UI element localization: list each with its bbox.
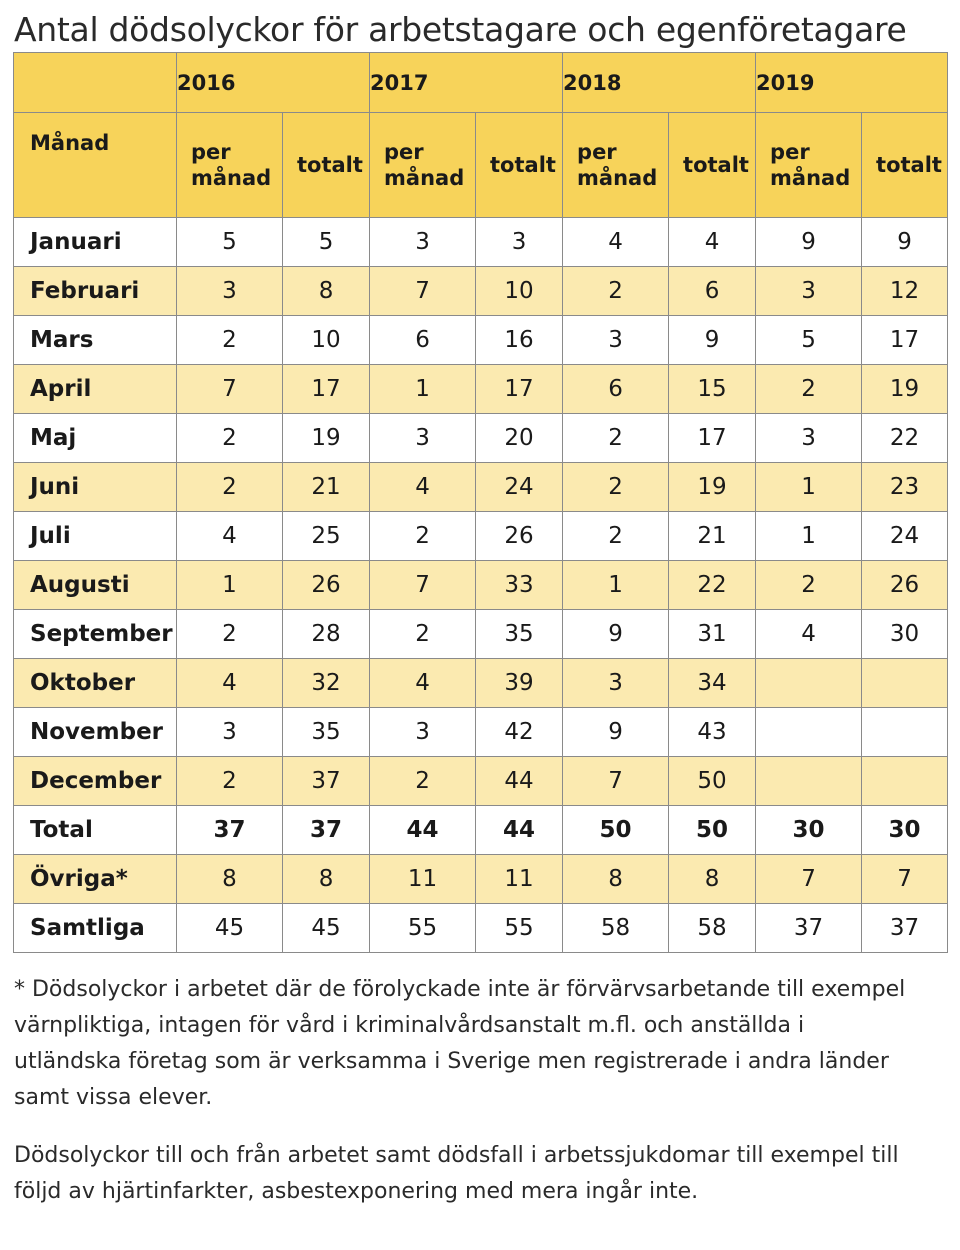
total-cell: 35 bbox=[476, 610, 563, 659]
total-cell: 24 bbox=[476, 463, 563, 512]
year-header: 2016 bbox=[177, 53, 370, 113]
total-cell: 15 bbox=[669, 365, 756, 414]
per-month-cell: 9 bbox=[756, 218, 862, 267]
per-month-header bbox=[756, 113, 862, 218]
per-month-cell: 3 bbox=[563, 316, 669, 365]
total-cell: 8 bbox=[283, 267, 370, 316]
per-month-cell: 4 bbox=[563, 218, 669, 267]
row-label: Januari bbox=[14, 218, 177, 267]
per-month-cell: 3 bbox=[756, 267, 862, 316]
total-cell: 26 bbox=[476, 512, 563, 561]
total-cell: 8 bbox=[669, 855, 756, 904]
total-cell: 45 bbox=[283, 904, 370, 953]
total-cell: 3 bbox=[476, 218, 563, 267]
total-cell: 19 bbox=[283, 414, 370, 463]
month-label: månad bbox=[191, 166, 272, 190]
total-cell: 25 bbox=[283, 512, 370, 561]
per-label: per bbox=[577, 140, 617, 164]
per-month-cell: 2 bbox=[563, 512, 669, 561]
table-row bbox=[14, 659, 948, 708]
total-cell: 39 bbox=[476, 659, 563, 708]
per-month-cell: 6 bbox=[563, 365, 669, 414]
total-cell: 10 bbox=[476, 267, 563, 316]
total-cell: 31 bbox=[669, 610, 756, 659]
per-month-header bbox=[370, 113, 476, 218]
table-row bbox=[14, 904, 948, 953]
per-month-cell: 8 bbox=[563, 855, 669, 904]
row-label: Mars bbox=[14, 316, 177, 365]
header-corner-cell bbox=[14, 53, 177, 113]
row-label: Augusti bbox=[14, 561, 177, 610]
per-month-cell: 1 bbox=[756, 463, 862, 512]
per-month-cell: 3 bbox=[563, 659, 669, 708]
table-row bbox=[14, 414, 948, 463]
year-header: 2018 bbox=[563, 53, 756, 113]
total-cell: 55 bbox=[476, 904, 563, 953]
total-cell: 23 bbox=[862, 463, 948, 512]
per-month-cell: 4 bbox=[370, 659, 476, 708]
total-cell: 24 bbox=[862, 512, 948, 561]
total-cell: 17 bbox=[669, 414, 756, 463]
table-row bbox=[14, 561, 948, 610]
per-label: per bbox=[191, 140, 231, 164]
per-month-cell: 2 bbox=[563, 463, 669, 512]
per-month-cell: 1 bbox=[370, 365, 476, 414]
per-month-cell: 2 bbox=[177, 316, 283, 365]
per-month-cell: 2 bbox=[370, 512, 476, 561]
per-month-cell: 7 bbox=[370, 267, 476, 316]
total-header: totalt bbox=[283, 113, 370, 218]
total-cell: 6 bbox=[669, 267, 756, 316]
per-month-cell: 9 bbox=[563, 610, 669, 659]
row-label: Februari bbox=[14, 267, 177, 316]
total-cell: 8 bbox=[283, 855, 370, 904]
total-cell: 37 bbox=[283, 757, 370, 806]
total-cell: 19 bbox=[862, 365, 948, 414]
row-label: Övriga* bbox=[14, 855, 177, 904]
total-cell: 30 bbox=[862, 806, 948, 855]
per-month-cell bbox=[756, 757, 862, 806]
per-month-cell: 4 bbox=[756, 610, 862, 659]
per-month-cell: 44 bbox=[370, 806, 476, 855]
total-cell: 7 bbox=[862, 855, 948, 904]
per-month-cell: 3 bbox=[370, 218, 476, 267]
total-cell: 26 bbox=[283, 561, 370, 610]
month-label: månad bbox=[577, 166, 658, 190]
total-cell bbox=[862, 708, 948, 757]
row-label: Juli bbox=[14, 512, 177, 561]
per-month-cell: 2 bbox=[370, 610, 476, 659]
table-body bbox=[14, 218, 948, 953]
per-month-cell: 3 bbox=[177, 708, 283, 757]
total-cell: 33 bbox=[476, 561, 563, 610]
month-label: månad bbox=[770, 166, 851, 190]
total-cell: 35 bbox=[283, 708, 370, 757]
total-cell: 10 bbox=[283, 316, 370, 365]
month-label: månad bbox=[384, 166, 465, 190]
table-row bbox=[14, 757, 948, 806]
total-cell: 30 bbox=[862, 610, 948, 659]
total-cell: 16 bbox=[476, 316, 563, 365]
total-cell: 44 bbox=[476, 757, 563, 806]
per-month-cell: 3 bbox=[756, 414, 862, 463]
per-label: per bbox=[770, 140, 810, 164]
per-month-cell: 5 bbox=[177, 218, 283, 267]
year-header: 2017 bbox=[370, 53, 563, 113]
month-column-header: Månad bbox=[14, 113, 177, 218]
per-month-cell: 2 bbox=[177, 757, 283, 806]
table-row bbox=[14, 708, 948, 757]
total-cell: 17 bbox=[862, 316, 948, 365]
per-month-cell: 6 bbox=[370, 316, 476, 365]
table-row bbox=[14, 463, 948, 512]
total-cell bbox=[862, 659, 948, 708]
per-month-cell: 4 bbox=[177, 512, 283, 561]
total-cell: 20 bbox=[476, 414, 563, 463]
table-row bbox=[14, 855, 948, 904]
per-month-cell: 11 bbox=[370, 855, 476, 904]
per-month-cell bbox=[756, 708, 862, 757]
per-month-cell: 2 bbox=[756, 561, 862, 610]
per-month-cell: 55 bbox=[370, 904, 476, 953]
row-label: September bbox=[14, 610, 177, 659]
total-cell: 21 bbox=[669, 512, 756, 561]
total-cell: 11 bbox=[476, 855, 563, 904]
exclusion-note: Dödsolyckor till och från arbetet samt dödsfall i arbetssjukdomar till exempel till följd av hjärtinfarkter, asbestexponering med mera ingår inte. bbox=[14, 1143, 899, 1204]
total-cell: 44 bbox=[476, 806, 563, 855]
row-label: Juni bbox=[14, 463, 177, 512]
per-month-cell: 2 bbox=[177, 463, 283, 512]
per-month-cell: 4 bbox=[177, 659, 283, 708]
page-title: Antal dödsolyckor för arbetstagare och egenföretagare bbox=[14, 10, 907, 49]
row-label: December bbox=[14, 757, 177, 806]
per-month-cell: 1 bbox=[563, 561, 669, 610]
per-month-cell: 2 bbox=[177, 610, 283, 659]
per-month-header bbox=[177, 113, 283, 218]
footnote: * Dödsolyckor i arbetet där de förolyckade inte är förvärvsarbetande till exempel värnpliktiga, intagen för vård i kriminalvårdsanstalt m.fl. och anställda i utländska företag som är verksamma i Sverige men registrerade i andra länder samt vissa elever. bbox=[14, 977, 906, 1110]
row-label: Oktober bbox=[14, 659, 177, 708]
row-label: Samtliga bbox=[14, 904, 177, 953]
total-cell: 22 bbox=[862, 414, 948, 463]
per-month-cell: 3 bbox=[370, 708, 476, 757]
total-cell: 34 bbox=[669, 659, 756, 708]
per-label: per bbox=[384, 140, 424, 164]
table-row bbox=[14, 218, 948, 267]
total-cell: 42 bbox=[476, 708, 563, 757]
year-header: 2019 bbox=[756, 53, 948, 113]
row-label: Maj bbox=[14, 414, 177, 463]
per-month-cell: 2 bbox=[563, 267, 669, 316]
total-cell: 37 bbox=[283, 806, 370, 855]
total-cell: 5 bbox=[283, 218, 370, 267]
per-month-cell: 9 bbox=[563, 708, 669, 757]
total-header: totalt bbox=[862, 113, 948, 218]
per-month-cell: 3 bbox=[370, 414, 476, 463]
total-cell: 17 bbox=[476, 365, 563, 414]
total-cell: 4 bbox=[669, 218, 756, 267]
per-month-cell: 7 bbox=[370, 561, 476, 610]
total-cell: 19 bbox=[669, 463, 756, 512]
per-month-cell: 37 bbox=[756, 904, 862, 953]
total-cell: 17 bbox=[283, 365, 370, 414]
year-header-row bbox=[14, 53, 948, 113]
total-cell: 43 bbox=[669, 708, 756, 757]
total-cell: 50 bbox=[669, 757, 756, 806]
per-month-cell: 2 bbox=[756, 365, 862, 414]
total-cell: 26 bbox=[862, 561, 948, 610]
per-month-cell: 7 bbox=[177, 365, 283, 414]
total-cell bbox=[862, 757, 948, 806]
per-month-cell: 8 bbox=[177, 855, 283, 904]
per-month-cell: 45 bbox=[177, 904, 283, 953]
per-month-cell: 50 bbox=[563, 806, 669, 855]
total-cell: 58 bbox=[669, 904, 756, 953]
total-cell: 9 bbox=[669, 316, 756, 365]
per-month-cell: 2 bbox=[370, 757, 476, 806]
total-cell: 37 bbox=[862, 904, 948, 953]
table-row bbox=[14, 806, 948, 855]
table-row bbox=[14, 610, 948, 659]
per-month-cell: 2 bbox=[177, 414, 283, 463]
column-header-row bbox=[14, 113, 948, 218]
row-label: Total bbox=[14, 806, 177, 855]
total-cell: 32 bbox=[283, 659, 370, 708]
total-cell: 28 bbox=[283, 610, 370, 659]
per-month-cell: 3 bbox=[177, 267, 283, 316]
per-month-cell: 5 bbox=[756, 316, 862, 365]
per-month-cell: 30 bbox=[756, 806, 862, 855]
total-cell: 22 bbox=[669, 561, 756, 610]
per-month-cell: 4 bbox=[370, 463, 476, 512]
table-row bbox=[14, 267, 948, 316]
total-cell: 12 bbox=[862, 267, 948, 316]
table-row bbox=[14, 512, 948, 561]
row-label: November bbox=[14, 708, 177, 757]
per-month-cell bbox=[756, 659, 862, 708]
per-month-cell: 1 bbox=[177, 561, 283, 610]
total-cell: 50 bbox=[669, 806, 756, 855]
total-header: totalt bbox=[669, 113, 756, 218]
notes bbox=[14, 972, 914, 1232]
table-row bbox=[14, 365, 948, 414]
per-month-cell: 7 bbox=[563, 757, 669, 806]
per-month-cell: 37 bbox=[177, 806, 283, 855]
table-row bbox=[14, 316, 948, 365]
row-label: April bbox=[14, 365, 177, 414]
per-month-cell: 7 bbox=[756, 855, 862, 904]
per-month-cell: 58 bbox=[563, 904, 669, 953]
per-month-cell: 2 bbox=[563, 414, 669, 463]
per-month-header bbox=[563, 113, 669, 218]
total-cell: 21 bbox=[283, 463, 370, 512]
fatalities-table bbox=[13, 52, 948, 953]
total-cell: 9 bbox=[862, 218, 948, 267]
per-month-cell: 1 bbox=[756, 512, 862, 561]
total-header: totalt bbox=[476, 113, 563, 218]
